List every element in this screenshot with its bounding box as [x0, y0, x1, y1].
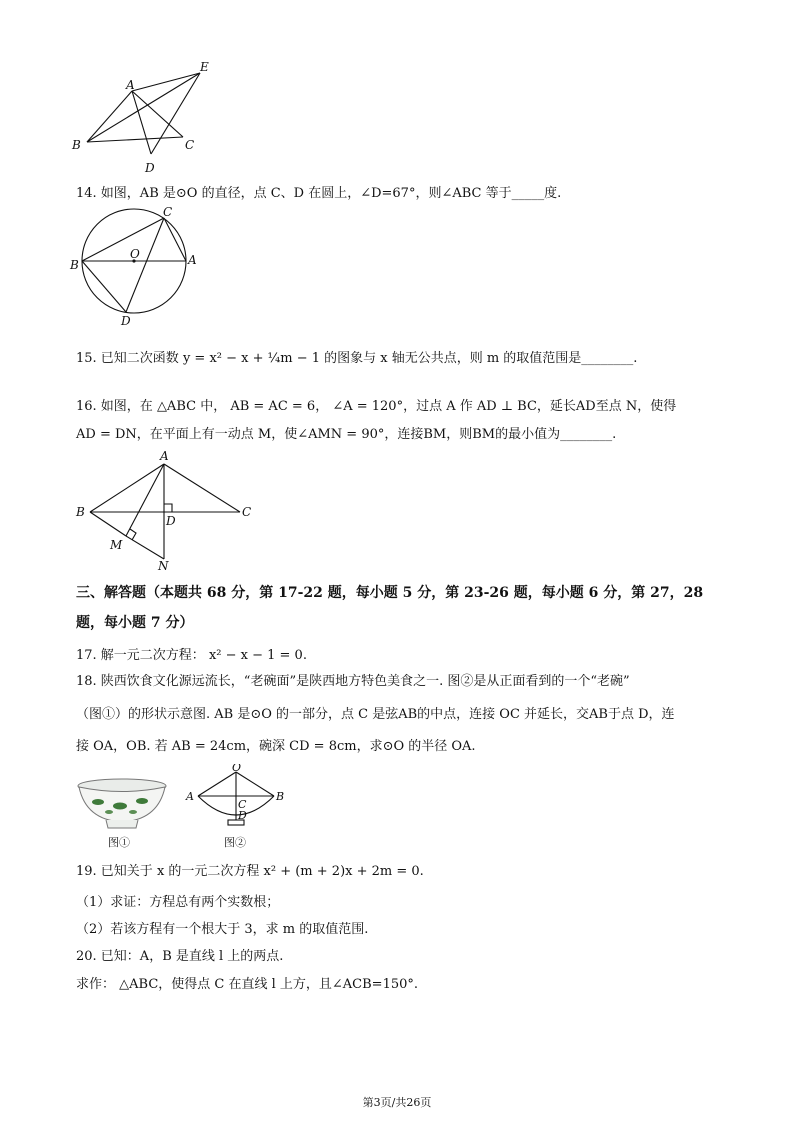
label-C: C — [163, 205, 173, 219]
label-D: D — [238, 809, 247, 822]
question-18-line1: 18. 陕西饮食文化源远流长，“老碗面”是陕西地方特色美食之一. 图②是从正面看到的一个“老碗” — [76, 674, 630, 689]
figure-q18-diagram — [180, 764, 292, 834]
caption-figure-1: 图① — [108, 836, 130, 849]
section-3-line2: 题，每小题 7 分） — [76, 615, 194, 631]
question-19-part1: （1）求证：方程总有两个实数根； — [76, 895, 280, 910]
question-17-text: 17. 解一元二次方程： x² − x − 1 = 0. — [76, 648, 307, 663]
bowl-photo — [76, 776, 168, 832]
question-20-line1: 20. 已知：A，B 是直线 l 上的两点. — [76, 949, 284, 964]
label-D: D — [166, 514, 176, 528]
label-O: O — [232, 764, 242, 774]
label-D: D — [145, 161, 155, 175]
label-A: A — [188, 253, 197, 267]
question-14-text: 14. 如图，AB 是⊙O 的直径，点 C、D 在圆上，∠D=67°，则∠ABC 等于_____度. — [76, 186, 562, 201]
question-16-line2: AD = DN，在平面上有一动点 M，使∠AMN = 90°，连接BM，则BM的最小值为________. — [76, 427, 617, 442]
label-N: N — [158, 559, 169, 573]
question-18-line2: （图①）的形状示意图. AB 是⊙O 的一部分，点 C 是弦AB的中点，连接 OC 并延长，交AB于点 D，连 — [76, 707, 675, 722]
page-footer: 第3页/共26页 — [362, 1096, 432, 1109]
question-16-line1: 16. 如图，在 △ABC 中， AB = AC = 6， ∠A = 120°，过点 A 作 AD ⊥ BC，延长AD至点 N，使得 — [76, 399, 677, 414]
label-D: D — [121, 314, 131, 328]
label-M: M — [110, 538, 123, 552]
label-A: A — [160, 449, 169, 463]
caption-figure-2: 图② — [224, 836, 246, 849]
label-B: B — [72, 138, 81, 152]
label-B: B — [276, 790, 285, 803]
question-15-text: 15. 已知二次函数 y = x² − x + ¼m − 1 的图象与 x 轴无公共点，则 m 的取值范围是________. — [76, 351, 638, 366]
figure-q13 — [68, 56, 228, 180]
label-B: B — [76, 505, 85, 519]
label-C: C — [185, 138, 195, 152]
figure-q16 — [70, 448, 270, 574]
label-O: O — [130, 247, 140, 261]
question-18-line3: 接 OA，OB. 若 AB = 24cm，碗深 CD = 8cm，求⊙O 的半径 OA. — [76, 739, 476, 754]
label-C: C — [238, 798, 247, 811]
section-3-line1: 三、解答题（本题共 68 分，第 17-22 题，每小题 5 分，第 23-26 题，每小题 6 分，第 27，28 — [76, 585, 704, 601]
label-C: C — [242, 505, 252, 519]
label-A: A — [186, 790, 194, 803]
question-20-line2: 求作： △ABC，使得点 C 在直线 l 上方，且∠ACB=150°. — [76, 977, 419, 992]
label-A: A — [126, 78, 135, 92]
label-B: B — [70, 258, 79, 272]
question-19-text: 19. 已知关于 x 的一元二次方程 x² + (m + 2)x + 2m = 0. — [76, 864, 424, 879]
question-19-part2: （2）若该方程有一个根大于 3，求 m 的取值范围. — [76, 922, 369, 937]
figure-q14 — [66, 204, 206, 328]
label-E: E — [200, 60, 209, 74]
